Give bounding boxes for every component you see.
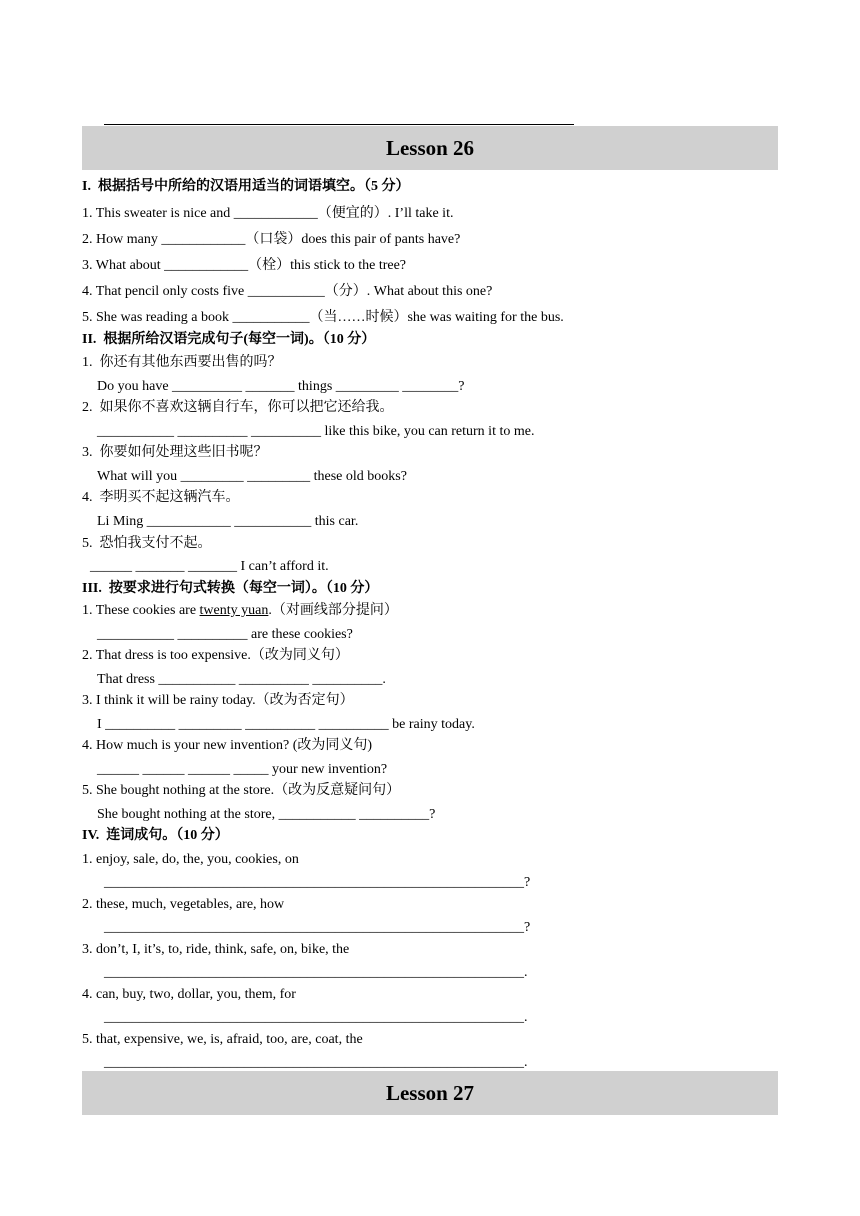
s2-item-2-cn: 2. 如果你不喜欢这辆自行车，你可以把它还给我。 [82,400,394,415]
s4-item-2-answer-line: ____________________________________________________________? [104,920,531,935]
s3-item-5-answer: She bought nothing at the store, ___________ __________? [97,807,436,822]
s4-item-4-words: 4. can, buy, two, dollar, you, them, for [82,987,296,1002]
s4-item-3-words: 3. don’t, I, it’s, to, ride, think, safe, on, bike, the [82,942,350,957]
s4-item-1-words: 1. enjoy, sale, do, the, you, cookies, on [82,852,299,867]
s2-item-5-cn: 5. 恐怕我支付不起。 [82,536,212,551]
s1-item-1: 1. This sweater is nice and ____________（便宜的）. I’ll take it. [82,206,454,221]
s3-item-2-answer: That dress ___________ __________ __________. [97,672,386,687]
s4-item-3-answer-line: ____________________________________________________________. [104,965,528,980]
lesson-26-title: Lesson 26 [82,126,778,170]
s3-item-1-answer: ___________ __________ are these cookies? [97,627,353,642]
s2-item-2-en: ___________ __________ __________ like this bike, you can return it to me. [97,424,535,439]
s2-item-5-en: ______ _______ _______ I can’t afford it. [90,559,329,574]
s3-item-1-underlined: twenty yuan [199,603,269,618]
s4-item-5-words: 5. that, expensive, we, is, afraid, too, are, coat, the [82,1032,363,1047]
section-4-heading: IV. 连词成句。（10 分） [82,828,229,843]
s2-item-1-en: Do you have __________ _______ things _________ ________? [97,379,465,394]
s3-item-1-q-post: .（对画线部分提问） [268,603,398,618]
s1-item-3: 3. What about ____________（栓）this stick to the tree? [82,258,407,273]
s3-item-4-answer: ______ ______ ______ _____ your new invention? [97,762,388,777]
s3-item-1-q-pre: 1. These cookies are [82,603,200,618]
s3-item-5-question: 5. She bought nothing at the store.（改为反意疑问句） [82,783,401,798]
s4-item-4-answer-line: ____________________________________________________________. [104,1010,528,1025]
s2-item-4-en: Li Ming ____________ ___________ this car. [97,514,359,529]
s3-item-1-question [82,602,398,620]
s2-item-4-cn: 4. 李明买不起这辆汽车。 [82,490,240,505]
s1-item-5: 5. She was reading a book ___________（当……时候）she was waiting for the bus. [82,310,564,325]
top-rule [104,124,574,125]
s3-item-3-question: 3. I think it will be rainy today.（改为否定句） [82,693,354,708]
s2-item-3-cn: 3. 你要如何处理这些旧书呢？ [82,445,268,460]
s2-item-3-en: What will you _________ _________ these old books? [97,469,407,484]
lesson-27-title: Lesson 27 [82,1071,778,1115]
s3-item-3-answer: I __________ _________ __________ __________ be rainy today. [97,717,475,732]
s4-item-1-answer-line: ____________________________________________________________? [104,875,531,890]
s3-item-4-question: 4. How much is your new invention? (改为同义句) [82,738,373,753]
s3-item-2-question: 2. That dress is too expensive.（改为同义句） [82,648,349,663]
s4-item-2-words: 2. these, much, vegetables, are, how [82,897,285,912]
s2-item-1-cn: 1. 你还有其他东西要出售的吗？ [82,355,282,370]
s4-item-5-answer-line: ____________________________________________________________. [104,1055,528,1070]
s1-item-2: 2. How many ____________（口袋）does this pair of pants have? [82,232,461,247]
section-3-heading: III. 按要求进行句式转换（每空一词）。（10 分） [82,581,379,596]
section-1-heading: I. 根据括号中所给的汉语用适当的词语填空。（5 分） [82,179,410,194]
section-2-heading: II. 根据所给汉语完成句子(每空一词)。（10 分） [82,332,376,347]
s1-item-4: 4. That pencil only costs five ___________（分）. What about this one? [82,284,493,299]
